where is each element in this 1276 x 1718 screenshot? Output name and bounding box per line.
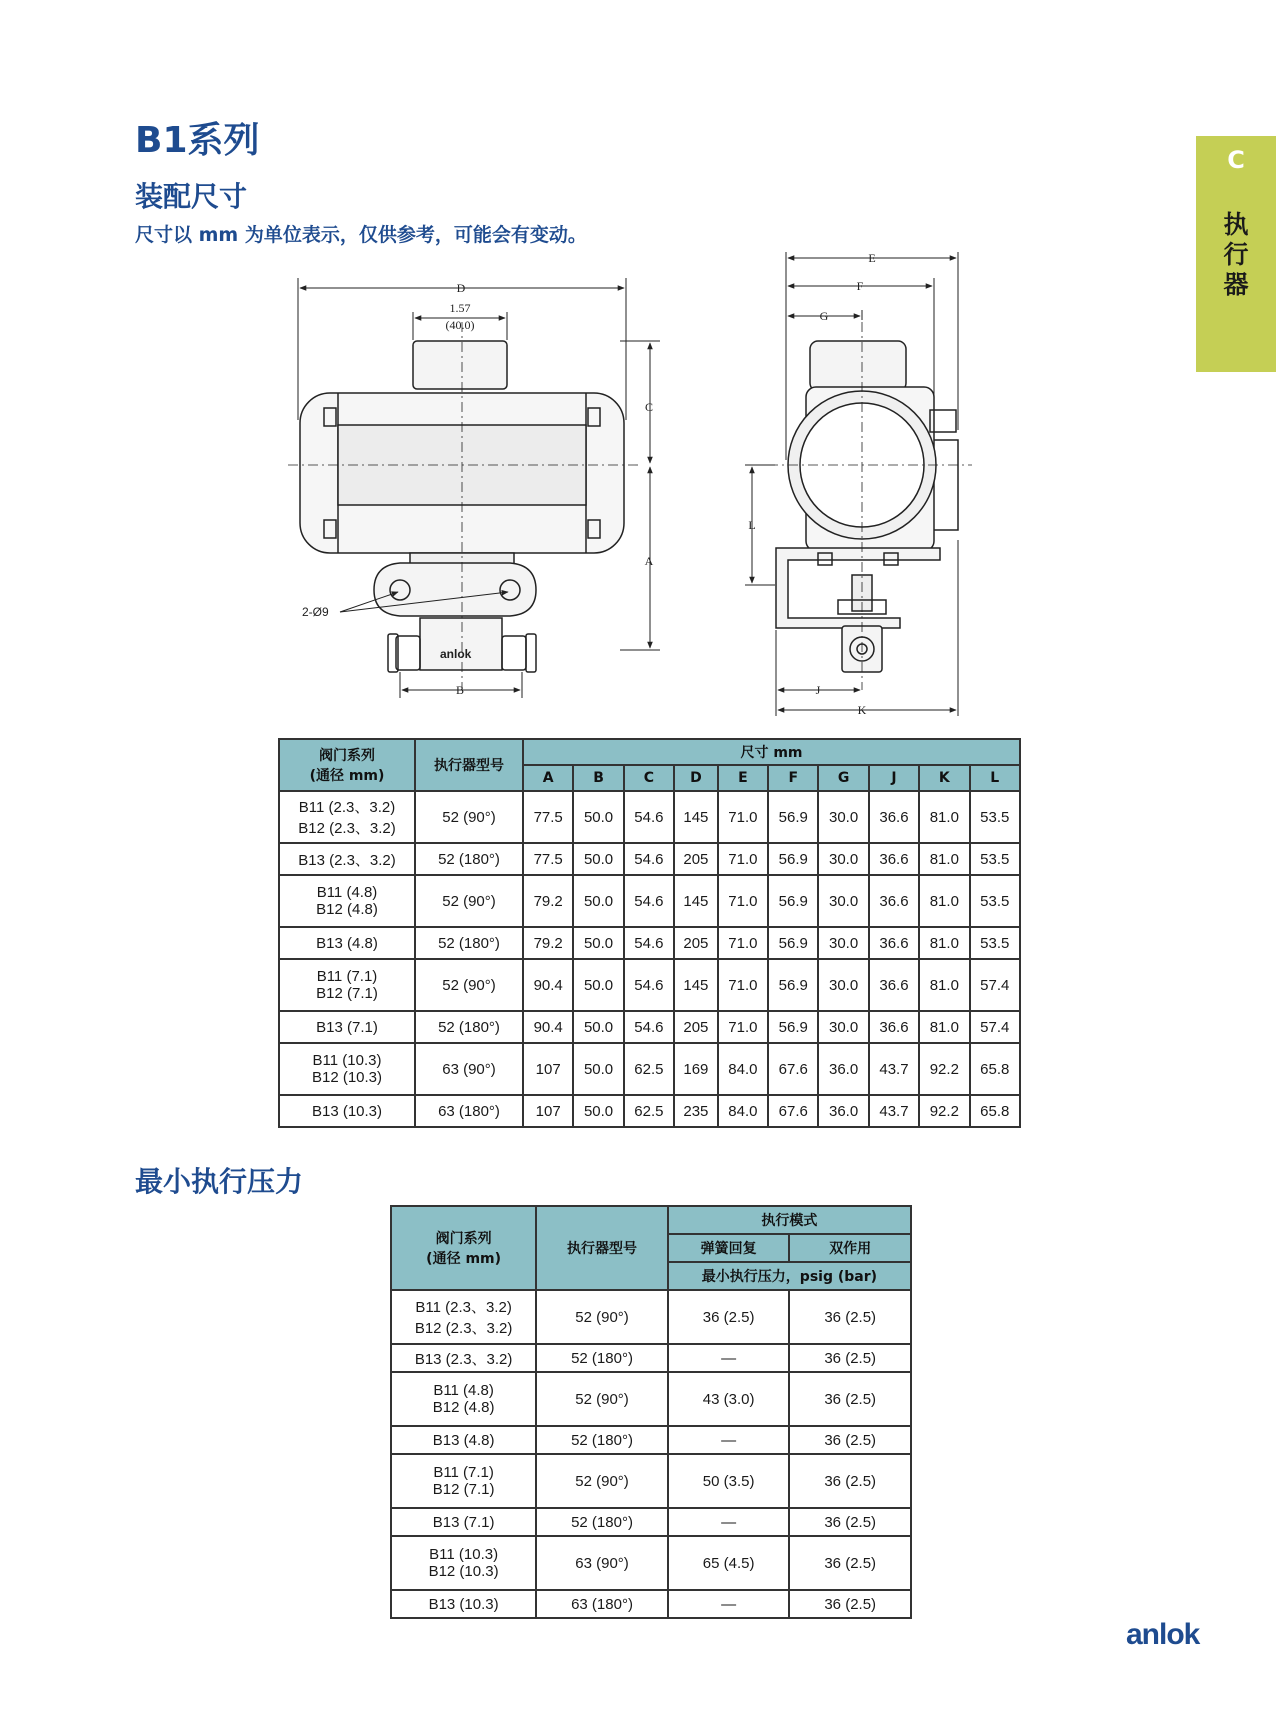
cell-spring-return: — [668,1344,790,1372]
cell-actuator: 52 (180°) [415,1011,523,1043]
table-row [391,1508,911,1536]
cell-spring-return: — [668,1426,790,1454]
cell-dim-g: 30.0 [818,1011,868,1043]
cell-dim-a: 77.5 [523,791,573,843]
cell-dim-c: 54.6 [624,1011,674,1043]
cell-valve-series: B11 (2.3、3.2) B12 (2.3、3.2) [391,1290,536,1344]
cell-actuator: 63 (180°) [536,1590,668,1618]
cell-dim-f: 67.6 [768,1043,818,1095]
cell-dim-k: 81.0 [919,1011,969,1043]
cell-dim-a: 79.2 [523,875,573,927]
cell-dim-b: 50.0 [573,791,623,843]
cell-dim-g: 30.0 [818,843,868,875]
cell-dim-e: 71.0 [718,1011,768,1043]
cell-dim-e: 84.0 [718,1043,768,1095]
header-actuator-model: 执行器型号 [536,1206,668,1290]
cell-dim-e: 71.0 [718,959,768,1011]
cell-dim-d: 169 [674,1043,718,1095]
table-row [279,1011,1020,1043]
cell-double-acting: 36 (2.5) [789,1590,911,1618]
cell-valve-series: B11 (10.3) B12 (10.3) [391,1536,536,1590]
header-mode: 执行模式 [668,1206,911,1234]
cell-dim-b: 50.0 [573,1011,623,1043]
cell-dim-c: 54.6 [624,875,674,927]
cell-dim-a: 107 [523,1043,573,1095]
cell-dim-g: 36.0 [818,1095,868,1127]
table-row [391,1454,911,1508]
cell-double-acting: 36 (2.5) [789,1426,911,1454]
cell-dim-l: 53.5 [970,843,1021,875]
header-dim-c: C [624,765,674,791]
cell-actuator: 52 (180°) [536,1508,668,1536]
cell-actuator: 52 (90°) [415,791,523,843]
cell-dim-c: 54.6 [624,843,674,875]
cell-double-acting: 36 (2.5) [789,1508,911,1536]
table-row [279,1095,1020,1127]
cell-dim-l: 65.8 [970,1043,1021,1095]
cell-dim-f: 56.9 [768,1011,818,1043]
dim-label-k: K [857,703,867,717]
cell-dim-k: 81.0 [919,959,969,1011]
cell-dim-f: 56.9 [768,843,818,875]
cell-dim-k: 81.0 [919,791,969,843]
cell-dim-j: 36.6 [869,843,919,875]
dim-label-a: A [644,554,654,568]
cell-dim-a: 107 [523,1095,573,1127]
cell-dim-a: 90.4 [523,959,573,1011]
cell-valve-series: B13 (7.1) [279,1011,415,1043]
cell-valve-series: B11 (2.3、3.2) B12 (2.3、3.2) [279,791,415,843]
cell-dim-k: 92.2 [919,1095,969,1127]
cell-dim-j: 36.6 [869,1011,919,1043]
cell-dim-d: 205 [674,927,718,959]
valve-logo-text: anlok [440,647,472,661]
cell-dim-f: 56.9 [768,791,818,843]
cell-actuator: 52 (90°) [536,1372,668,1426]
cell-actuator: 52 (90°) [415,875,523,927]
cell-dim-f: 56.9 [768,927,818,959]
cell-dim-a: 79.2 [523,927,573,959]
cell-dim-a: 90.4 [523,1011,573,1043]
units-note: 尺寸以 mm 为单位表示，仅供参考，可能会有变动。 [135,224,587,246]
cell-dim-d: 205 [674,843,718,875]
table-row [279,1043,1020,1095]
cell-valve-series: B13 (10.3) [391,1590,536,1618]
header-dim-d: D [674,765,718,791]
cell-double-acting: 36 (2.5) [789,1344,911,1372]
dim-label-b: B [455,683,465,697]
cell-spring-return: 65 (4.5) [668,1536,790,1590]
header-double-acting: 双作用 [789,1234,911,1262]
table-row [391,1344,911,1372]
table-row [279,959,1020,1011]
cell-dim-c: 54.6 [624,927,674,959]
cell-actuator: 52 (90°) [536,1454,668,1508]
cell-valve-series: B11 (7.1) B12 (7.1) [279,959,415,1011]
cell-dim-b: 50.0 [573,1095,623,1127]
front-view [288,322,640,690]
cell-dim-l: 57.4 [970,959,1021,1011]
cell-valve-series: B11 (4.8) B12 (4.8) [279,875,415,927]
pressure-table [390,1205,912,1619]
cell-double-acting: 36 (2.5) [789,1454,911,1508]
header-size: 尺寸 mm [523,739,1020,765]
chapter-word: 执 行 器 [1223,210,1249,299]
header-dim-k: K [919,765,969,791]
dim-label-nub-mm: (40.0) [445,318,475,332]
chapter-letter: C [1227,146,1245,174]
cell-dim-k: 81.0 [919,875,969,927]
cell-valve-series: B11 (7.1) B12 (7.1) [391,1454,536,1508]
cell-spring-return: — [668,1590,790,1618]
cell-dim-k: 81.0 [919,927,969,959]
cell-dim-d: 145 [674,959,718,1011]
header-valve-series: 阀门系列 (通径 mm) [279,739,415,791]
cell-spring-return: 50 (3.5) [668,1454,790,1508]
cell-dim-g: 30.0 [818,927,868,959]
cell-dim-j: 36.6 [869,791,919,843]
header-dim-b: B [573,765,623,791]
table-row [391,1590,911,1618]
cell-dim-e: 71.0 [718,927,768,959]
cell-dim-c: 62.5 [624,1043,674,1095]
cell-dim-g: 30.0 [818,959,868,1011]
dim-label-d: D [456,281,466,295]
cell-dim-k: 92.2 [919,1043,969,1095]
cell-actuator: 52 (180°) [536,1426,668,1454]
cell-dim-b: 50.0 [573,959,623,1011]
header-dim-f: F [768,765,818,791]
cell-dim-e: 71.0 [718,843,768,875]
cell-dim-c: 54.6 [624,959,674,1011]
table-row [279,791,1020,843]
dim-label-j: J [815,683,821,697]
cell-actuator: 63 (90°) [536,1536,668,1590]
cell-valve-series: B13 (2.3、3.2) [279,843,415,875]
cell-actuator: 63 (180°) [415,1095,523,1127]
cell-dim-l: 53.5 [970,875,1021,927]
cell-dim-j: 43.7 [869,1095,919,1127]
cell-dim-e: 84.0 [718,1095,768,1127]
dim-label-holes: 2-Ø9 [302,605,329,619]
header-dim-j: J [869,765,919,791]
cell-dim-b: 50.0 [573,843,623,875]
dimensions-table [278,738,1021,1128]
table-row [391,1290,911,1344]
header-dim-g: G [818,765,868,791]
cell-dim-e: 71.0 [718,875,768,927]
cell-valve-series: B13 (2.3、3.2) [391,1344,536,1372]
cell-valve-series: B13 (4.8) [391,1426,536,1454]
cell-dim-j: 36.6 [869,875,919,927]
header-min-pressure: 最小执行压力，psig (bar) [668,1262,911,1290]
cell-dim-f: 56.9 [768,959,818,1011]
dim-label-f: F [856,279,864,293]
cell-dim-d: 145 [674,791,718,843]
cell-valve-series: B13 (10.3) [279,1095,415,1127]
cell-dim-l: 53.5 [970,927,1021,959]
cell-dim-a: 77.5 [523,843,573,875]
cell-dim-l: 65.8 [970,1095,1021,1127]
header-dim-e: E [718,765,768,791]
cell-dim-j: 36.6 [869,927,919,959]
table-row [279,843,1020,875]
cell-dim-d: 235 [674,1095,718,1127]
dim-label-g: G [819,309,829,323]
dim-label-nub-inch: 1.57 [449,301,471,315]
brand-logo: anlok [1126,1618,1200,1651]
cell-double-acting: 36 (2.5) [789,1536,911,1590]
table-row [391,1372,911,1426]
table-row [279,875,1020,927]
header-valve-series: 阀门系列 (通径 mm) [391,1206,536,1290]
cell-dim-b: 50.0 [573,1043,623,1095]
cell-actuator: 52 (180°) [415,927,523,959]
cell-dim-l: 53.5 [970,791,1021,843]
header-spring-return: 弹簧回复 [668,1234,790,1262]
cell-actuator: 52 (90°) [536,1290,668,1344]
cell-actuator: 63 (90°) [415,1043,523,1095]
table-row [391,1426,911,1454]
cell-valve-series: B11 (4.8) B12 (4.8) [391,1372,536,1426]
cell-spring-return: — [668,1508,790,1536]
cell-dim-d: 205 [674,1011,718,1043]
dimension-drawing [0,0,1276,740]
table-row [391,1536,911,1590]
cell-dim-d: 145 [674,875,718,927]
cell-dim-b: 50.0 [573,875,623,927]
cell-dim-f: 56.9 [768,875,818,927]
cell-actuator: 52 (180°) [415,843,523,875]
section-title-pressure: 最小执行压力 [135,1165,304,1198]
cell-actuator: 52 (180°) [536,1344,668,1372]
cell-double-acting: 36 (2.5) [789,1372,911,1426]
dim-label-e: E [868,251,876,265]
cell-double-acting: 36 (2.5) [789,1290,911,1344]
cell-dim-f: 67.6 [768,1095,818,1127]
cell-dim-g: 36.0 [818,1043,868,1095]
cell-actuator: 52 (90°) [415,959,523,1011]
cell-dim-j: 43.7 [869,1043,919,1095]
side-view [748,322,972,690]
table-row [279,927,1020,959]
cell-dim-g: 30.0 [818,875,868,927]
cell-dim-e: 71.0 [718,791,768,843]
cell-dim-j: 36.6 [869,959,919,1011]
header-dim-a: A [523,765,573,791]
cell-dim-c: 54.6 [624,791,674,843]
cell-dim-c: 62.5 [624,1095,674,1127]
cell-valve-series: B11 (10.3) B12 (10.3) [279,1043,415,1095]
cell-dim-b: 50.0 [573,927,623,959]
cell-spring-return: 43 (3.0) [668,1372,790,1426]
header-actuator-model: 执行器型号 [415,739,523,791]
cell-valve-series: B13 (4.8) [279,927,415,959]
cell-dim-k: 81.0 [919,843,969,875]
page-title: B1系列 [135,120,260,161]
header-dim-l: L [970,765,1021,791]
section-title-dimensions: 装配尺寸 [135,180,248,213]
dim-label-l: L [748,518,756,532]
dim-label-c: C [644,400,654,414]
cell-valve-series: B13 (7.1) [391,1508,536,1536]
cell-spring-return: 36 (2.5) [668,1290,790,1344]
cell-dim-l: 57.4 [970,1011,1021,1043]
cell-dim-g: 30.0 [818,791,868,843]
